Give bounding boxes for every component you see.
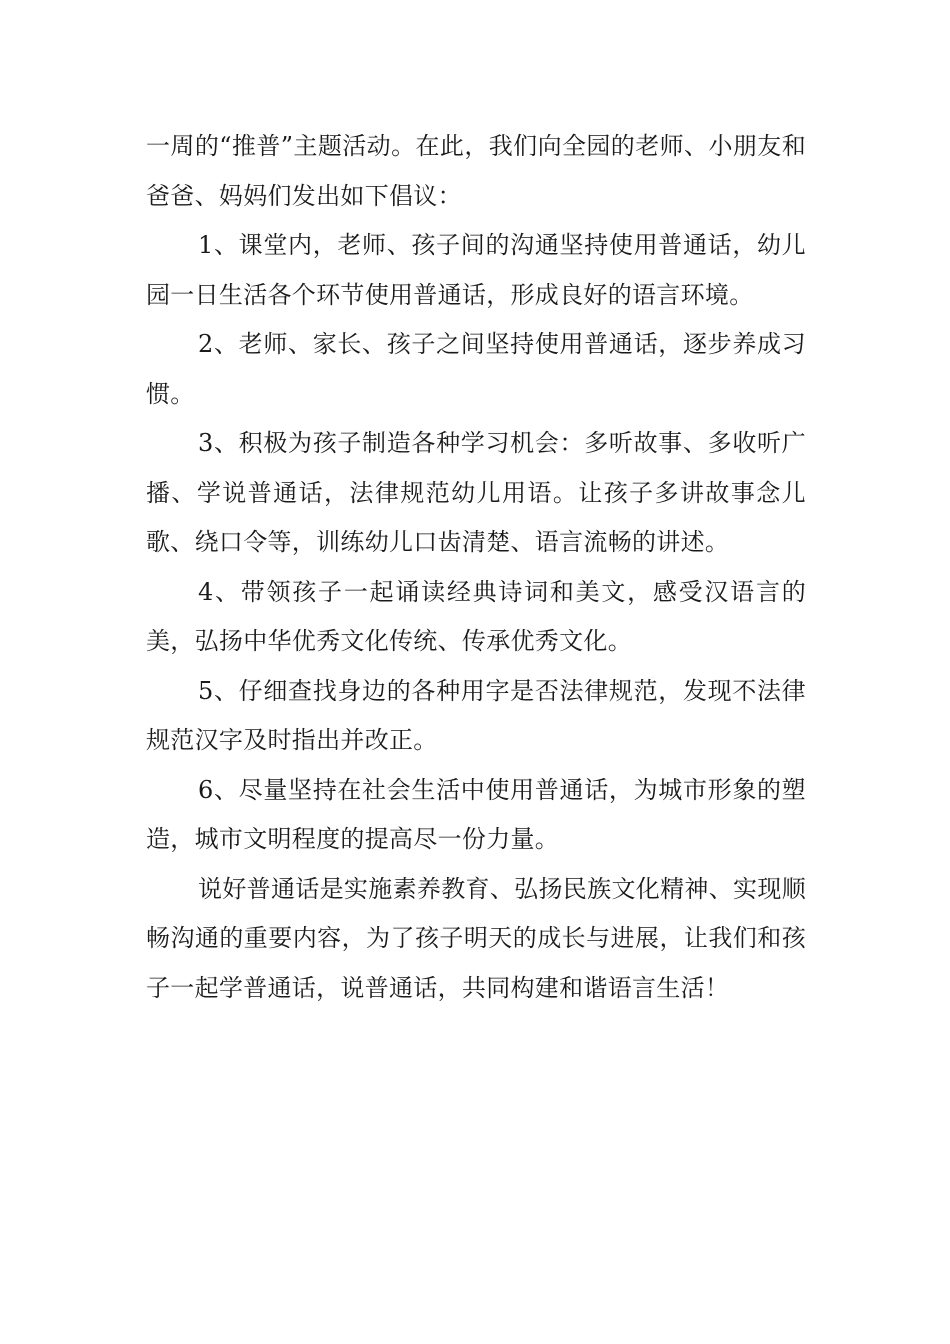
paragraph-intro: 一周的“推普”主题活动。在此，我们向全园的老师、小朋友和爸爸、妈妈们发出如下倡议：	[146, 132, 806, 210]
paragraph-item-5: 5、仔细查找身边的各种用字是否法律规范，发现不法律规范汉字及时指出并改正。	[146, 676, 806, 754]
paragraph-item-4: 4、带领孩子一起诵读经典诗词和美文，感受汉语言的美，弘扬中华优秀文化传统、传承优秀文化。	[146, 577, 806, 655]
paragraph-item-6: 6、尽量坚持在社会生活中使用普通话，为城市形象的塑造，城市文明程度的提高尽一份力量。	[146, 775, 806, 853]
paragraph-item-3: 3、积极为孩子制造各种学习机会：多听故事、多收听广播、学说普通话，法律规范幼儿用语。让孩子多讲故事念儿歌、绕口令等，训练幼儿口齿清楚、语言流畅的讲述。	[146, 429, 806, 556]
paragraph-conclusion: 说好普通话是实施素养教育、弘扬民族文化精神、实现顺畅沟通的重要内容，为了孩子明天的成长与进展，让我们和孩子一起学普通话，说普通话，共同构建和谐语言生活！	[146, 874, 806, 1002]
paragraph-item-1: 1、课堂内，老师、孩子间的沟通坚持使用普通话，幼儿园一日生活各个环节使用普通话，形成良好的语言环境。	[146, 231, 806, 309]
document-body	[146, 122, 806, 1013]
paragraph-item-2: 2、老师、家长、孩子之间坚持使用普通话，逐步养成习惯。	[146, 330, 806, 408]
